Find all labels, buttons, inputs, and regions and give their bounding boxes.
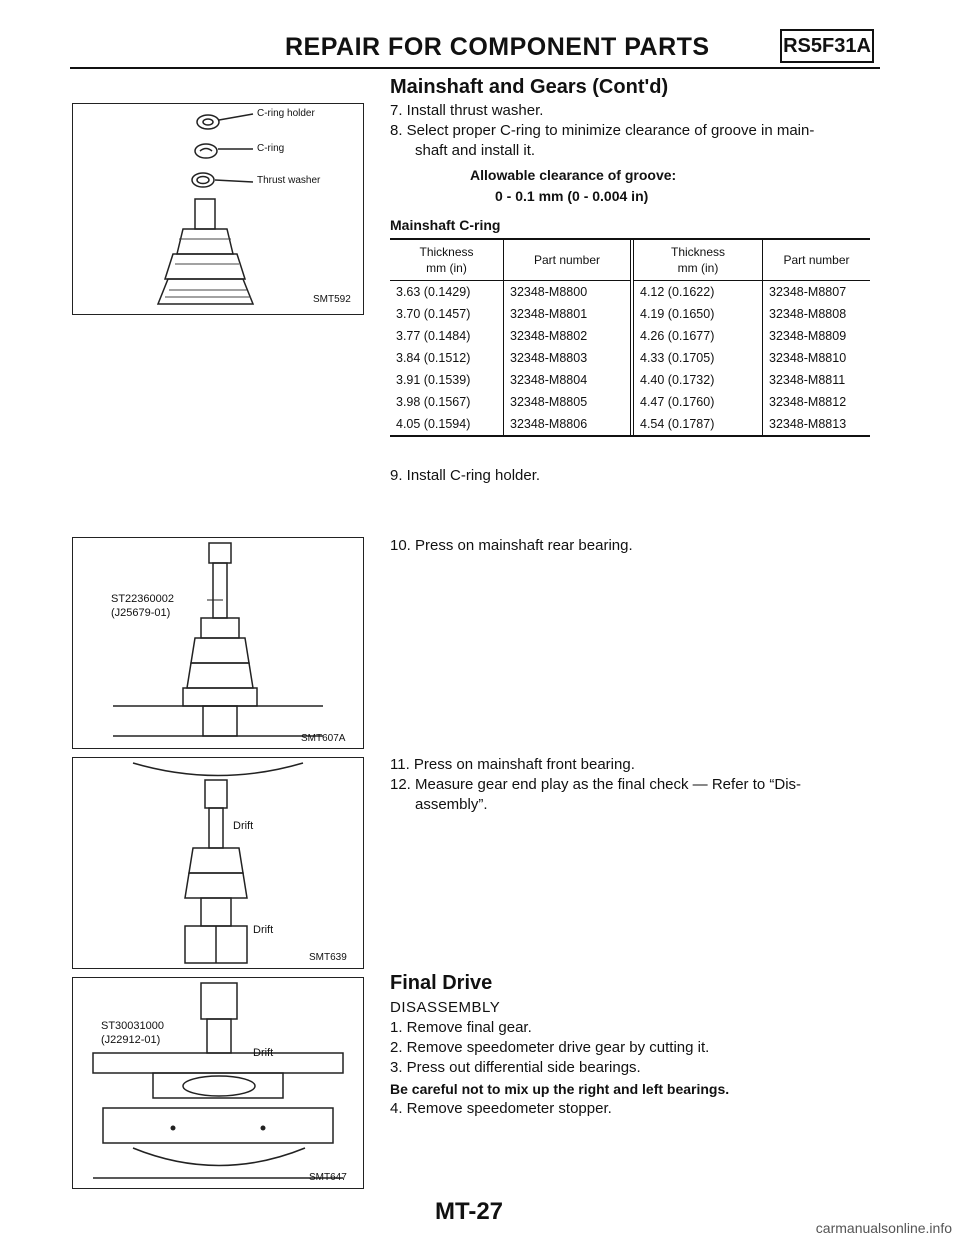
figure-smt639 [72, 757, 364, 969]
press-front-bearing-illustration [73, 758, 363, 968]
c-ring-holder-label: C-ring holder [257, 108, 315, 119]
section-heading: Mainshaft and Gears (Cont'd) [390, 76, 669, 98]
table-cell: 32348-M8803 [504, 347, 633, 369]
table-cell: 4.19 (0.1650) [632, 303, 763, 325]
figure-code: SMT639 [309, 952, 347, 963]
step-8: 8. Select proper C-ring to minimize clearance of groove in main- [390, 122, 815, 139]
figure-smt647 [72, 977, 364, 1189]
figure-code: SMT647 [309, 1172, 347, 1183]
drift-label: Drift [253, 1047, 274, 1059]
table-cell: 32348-M8808 [769, 307, 847, 321]
table-cell: 4.12 (0.1622) [632, 281, 763, 304]
step-11: 11. Press on mainshaft front bearing. [390, 756, 635, 773]
final-drive-press-illustration [73, 978, 363, 1188]
watermark: carmanualsonline.info [815, 1220, 952, 1236]
table-cell: 4.40 (0.1732) [632, 369, 763, 391]
table-cell: 32348-M8810 [769, 351, 847, 365]
header-divider [70, 67, 880, 69]
table-cell: 32348-M8811 [769, 373, 846, 387]
mainshaft-parts-illustration [73, 104, 363, 314]
table-row [390, 347, 870, 369]
step-10: 10. Press on mainshaft rear bearing. [390, 537, 633, 554]
final-drive-step-3: 3. Press out differential side bearings. [390, 1059, 641, 1076]
table-row [390, 281, 870, 304]
step-9: 9. Install C-ring holder. [390, 467, 541, 484]
table-cell: 32348-M8812 [769, 395, 847, 409]
table-cell: 3.98 (0.1567) [390, 391, 504, 413]
lower-drift-label: Drift [253, 924, 274, 936]
tool-number-label: ST22360002 [111, 593, 174, 605]
table-cell: 32348-M8813 [769, 417, 847, 431]
step-8-continued: shaft and install it. [415, 142, 536, 159]
table-cell: 3.84 (0.1512) [390, 347, 504, 369]
page-title: REPAIR FOR COMPONENT PARTS [285, 33, 710, 61]
allowable-clearance-value: 0 - 0.1 mm (0 - 0.004 in) [495, 188, 649, 204]
table-cell: 32348-M8805 [504, 391, 633, 413]
table-cell: 32348-M8807 [769, 285, 847, 299]
step-7: 7. Install thrust washer. [390, 102, 544, 119]
c-ring-table [390, 238, 870, 437]
table-cell: 4.26 (0.1677) [632, 325, 763, 347]
figure-code: SMT592 [313, 294, 351, 305]
allowable-clearance-label: Allowable clearance of groove: [470, 167, 677, 183]
final-drive-step-2: 2. Remove speedometer drive gear by cutting it. [390, 1039, 710, 1056]
table-cell: 32348-M8801 [504, 303, 633, 325]
column-header: Thickness mm (in) [632, 240, 763, 281]
table-cell: 4.54 (0.1787) [632, 413, 763, 435]
table-row [390, 391, 870, 413]
table-cell: 32348-M8800 [504, 281, 633, 304]
thrust-washer-label: Thrust washer [257, 175, 321, 186]
final-drive-heading: Final Drive [390, 972, 493, 994]
column-header: Part number [504, 240, 633, 281]
table-cell: 3.77 (0.1484) [390, 325, 504, 347]
table-row [390, 413, 870, 435]
table-title: Mainshaft C-ring [390, 217, 501, 233]
table-cell: 32348-M8809 [769, 329, 847, 343]
figure-code: SMT607A [301, 733, 346, 744]
table-row [390, 303, 870, 325]
table-cell: 3.63 (0.1429) [390, 281, 504, 304]
table-cell: 3.70 (0.1457) [390, 303, 504, 325]
table-cell: 32348-M8804 [504, 369, 633, 391]
table-cell: 32348-M8802 [504, 325, 633, 347]
tool-alt-number-label: (J22912-01) [101, 1034, 161, 1046]
disassembly-subheading: DISASSEMBLY [390, 999, 501, 1016]
final-drive-step-4: 4. Remove speedometer stopper. [390, 1100, 612, 1117]
table-cell: 4.05 (0.1594) [390, 413, 504, 435]
table-row [390, 325, 870, 347]
figure-smt607a [72, 537, 364, 749]
upper-drift-label: Drift [233, 820, 254, 832]
table-cell: 4.33 (0.1705) [632, 347, 763, 369]
caution-note: Be careful not to mix up the right and left bearings. [390, 1081, 730, 1097]
step-12: 12. Measure gear end play as the final check — Refer to “Dis- [390, 776, 802, 793]
table-cell: 32348-M8806 [504, 413, 633, 435]
figure-smt592 [72, 103, 364, 315]
final-drive-step-1: 1. Remove final gear. [390, 1019, 532, 1036]
column-header: Part number [783, 253, 850, 267]
section-code-badge: RS5F31A [780, 29, 874, 63]
table-cell: 3.91 (0.1539) [390, 369, 504, 391]
table-row [390, 369, 870, 391]
press-rear-bearing-illustration [73, 538, 363, 748]
column-header: Thickness mm (in) [390, 240, 504, 281]
table-cell: 4.47 (0.1760) [632, 391, 763, 413]
step-12-continued: assembly”. [415, 796, 488, 813]
page-number: MT-27 [435, 1198, 504, 1225]
tool-alt-number-label: (J25679-01) [111, 607, 171, 619]
c-ring-label: C-ring [257, 143, 285, 154]
tool-number-label: ST30031000 [101, 1020, 164, 1032]
